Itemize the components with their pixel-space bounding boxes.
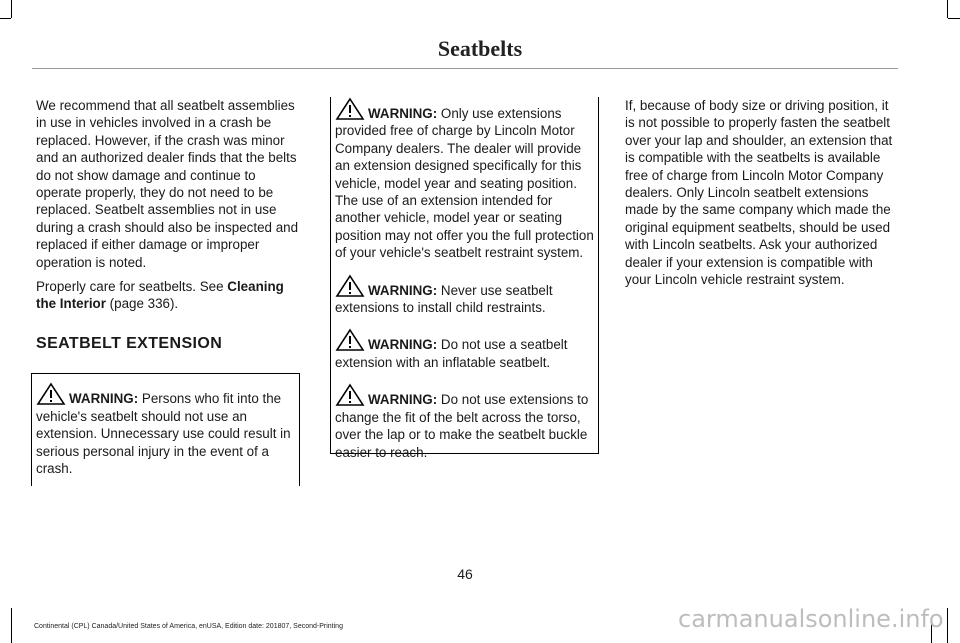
cross-reference-link[interactable]: Cleaning the Interior: [36, 279, 284, 312]
warning-item: WARNING: Only use extensions provided free of charge by Lincoln Motor Company dealers. The dealer will provide an extension designed specifically for this vehicle, model year and seating position. The use of an extension intended for another vehicle, model year or seating position may not offer you the full protection of your vehicle's seatbelt restraint system.: [335, 97, 594, 262]
column-3: [625, 97, 895, 295]
crop-mark-top-left-h: [0, 18, 11, 19]
paragraph-care: Properly care for seatbelts. See Cleaning the Interior (page 336).: [36, 279, 284, 312]
section-heading: SEATBELT EXTENSION: [36, 334, 223, 352]
warning-item: WARNING: Persons who fit into the vehicle's seatbelt should not use an extension. Unnecessary use could result in serious personal injury in the event of a crash.: [36, 382, 295, 477]
paragraph-extension-info: If, because of body size or driving position, it is not possible to properly fasten the seatbelt over your lap and shoulder, an extension that is compatible with the seatbelts is available free of charge from Lincoln Motor Company dealers. Only Lincoln seatbelt extensions made by the same company which made the original equipment seatbelts, should be used with Lincoln seatbelts. Ask your authorized dealer if your extension is compatible with your Lincoln vehicle restraint system.: [625, 98, 893, 288]
crop-mark-bottom-right-v: [947, 608, 948, 643]
warning-triangle-icon: [335, 383, 365, 407]
page-title: Seatbelts: [437, 36, 523, 61]
watermark: carmanualsonline.info: [678, 605, 944, 633]
warning-triangle-icon: [335, 97, 365, 121]
crop-mark-top-left-v: [11, 0, 12, 18]
warning-item: WARNING: Do not use extensions to change the fit of the belt across the torso, over the lap or to make the seatbelt buckle easier to reach.: [335, 383, 594, 461]
crop-mark-bottom-left-v: [11, 608, 12, 643]
footer-edition: Continental (CPL) Canada/United States of America, enUSA, Edition date: 201807, Second-Printing: [34, 623, 343, 630]
crop-mark-top-right-v: [947, 0, 948, 18]
column-1: [36, 97, 304, 486]
warning-triangle-icon: [335, 274, 365, 298]
paragraph-replacement: We recommend that all seatbelt assemblies in use in vehicles involved in a crash be replaced. However, if the crash was minor and an authorized dealer finds that the belts do not show damage and continue to operate properly, they do not need to be replaced. Seatbelt assemblies not in use during a crash should also be inspected and replaced if either damage or improper operation is noted.: [36, 98, 299, 270]
column-2: [331, 97, 599, 460]
warning-item: WARNING: Never use seatbelt extensions to install child restraints.: [335, 274, 594, 317]
warning-box-1: [31, 373, 300, 486]
crop-mark-top-right-h: [948, 18, 960, 19]
warning-triangle-icon: [36, 382, 66, 406]
page-number: 46: [457, 566, 473, 582]
warning-triangle-icon: [335, 328, 365, 352]
header-rule: [32, 68, 898, 69]
warning-item: WARNING: Do not use a seatbelt extension with an inflatable seatbelt.: [335, 328, 594, 371]
warning-box-2: [330, 97, 599, 460]
